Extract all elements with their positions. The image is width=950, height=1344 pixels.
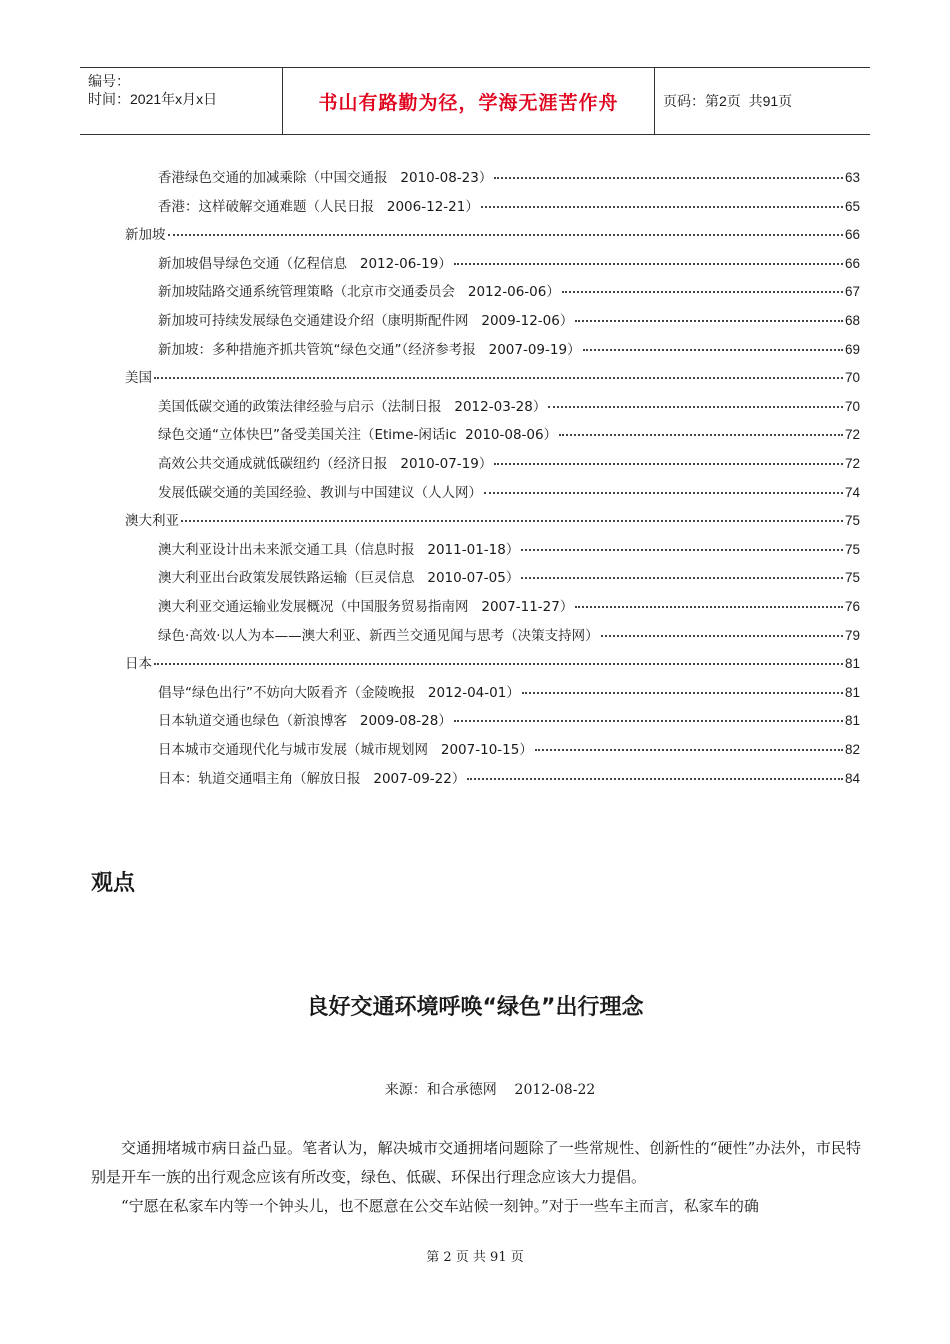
toc-dot-leader: [481, 205, 843, 208]
article-paragraph: 交通拥堵城市病日益凸显。笔者认为，解决城市交通拥堵问题除了一些常规性、创新性的“硬性”办法外，市民特别是开车一族的出行观念应该有所改变，绿色、低碳、环保出行理念应该大力提倡。: [91, 1139, 861, 1186]
toc-entry[interactable]: [158, 166, 860, 188]
toc-entry[interactable]: [158, 452, 860, 474]
toc-entry-page: 66: [844, 255, 860, 271]
header-number-label: 编号：: [88, 73, 130, 89]
toc-entry-page: 75: [844, 513, 860, 529]
toc-entry-title: 新加坡陆路交通系统管理策略（北京市交通委员会 2012-06-06）: [158, 284, 560, 301]
toc-entry-title: 新加坡：多种措施齐抓共管筑“绿色交通”（经济参考报 2007-09-19）: [158, 341, 581, 358]
toc-entry-page: 67: [844, 284, 860, 300]
toc-chapter-entry[interactable]: [125, 366, 860, 388]
toc-entry[interactable]: [158, 481, 860, 503]
toc-dot-leader: [522, 691, 843, 694]
section-heading: 观点: [91, 871, 136, 896]
toc-entry[interactable]: [158, 280, 860, 302]
toc-entry-title: 新加坡可持续发展绿色交通建设介绍（康明斯配件网 2009-12-06）: [158, 313, 574, 329]
toc-entry-page: 81: [844, 684, 860, 700]
toc-entry[interactable]: [158, 595, 860, 617]
toc-dot-leader: [575, 605, 843, 608]
toc-dot-leader: [154, 662, 843, 665]
toc-entry-page: 81: [844, 713, 860, 729]
toc-dot-leader: [521, 576, 843, 579]
toc-dot-leader: [168, 233, 843, 236]
toc-entry-title: 绿色·高效·以人为本——澳大利亚、新西兰交通见闻与思考（决策支持网）: [158, 627, 599, 644]
toc-dot-leader: [559, 433, 843, 436]
header-page-info: [655, 68, 870, 134]
header-meta: [80, 68, 282, 134]
toc-entry-page: 68: [844, 313, 860, 328]
toc-entry-page: 75: [844, 541, 860, 557]
header-date-label: 时间：2021年x月x日: [88, 91, 218, 107]
toc-entry[interactable]: [158, 252, 860, 274]
toc-dot-leader: [467, 777, 843, 780]
article-source: 来源：和合承德网 2012-08-22: [384, 1082, 596, 1098]
toc-entry-page: 70: [844, 370, 860, 386]
toc-entry-page: 82: [844, 742, 860, 757]
toc-entry[interactable]: [158, 709, 860, 731]
toc-entry-page: 81: [844, 656, 860, 672]
toc-entry-page: 65: [844, 198, 860, 214]
toc-entry-page: 75: [844, 570, 860, 586]
toc-entry[interactable]: [158, 423, 860, 445]
header-motto: 书山有路勤为径，学海无涯苦作舟: [282, 68, 655, 134]
toc-dot-leader: [562, 290, 843, 293]
toc-entry-title: 澳大利亚设计出未来派交通工具（信息时报 2011-01-18）: [158, 541, 520, 558]
toc-dot-leader: [521, 548, 843, 551]
toc-dot-leader: [583, 348, 843, 351]
toc-dot-leader: [181, 519, 843, 522]
header-page-label: 页码：第2页 共91页: [663, 93, 793, 109]
toc-dot-leader: [454, 262, 843, 265]
toc-entry-page: 76: [844, 599, 860, 614]
toc-entry-title: 日本城市交通现代化与城市发展（城市规划网 2007-10-15）: [158, 742, 533, 758]
toc-entry-title: 日本：轨道交通唱主角（解放日报 2007-09-22）: [158, 770, 466, 787]
toc-dot-leader: [575, 319, 843, 322]
toc-entry-page: 72: [844, 427, 860, 443]
toc-entry-page: 79: [844, 627, 860, 643]
toc-entry-title: 新加坡: [125, 227, 166, 244]
toc-entry-title: 香港绿色交通的加减乘除（中国交通报 2010-08-23）: [158, 170, 493, 186]
toc-dot-leader: [494, 462, 843, 465]
toc-chapter-entry[interactable]: [125, 652, 860, 674]
toc-entry-title: 绿色交通“立体快巴”备受美国关注（Etime-闲话ic 2010-08-06）: [158, 427, 558, 444]
toc-chapter-entry[interactable]: [125, 223, 860, 245]
toc-entry-page: 84: [844, 770, 860, 786]
toc-entry-title: 美国低碳交通的政策法律经验与启示（法制日报 2012-03-28）: [158, 398, 547, 415]
toc-entry-title: 日本轨道交通也绿色（新浪博客 2009-08-28）: [158, 713, 452, 730]
article-body: [91, 1134, 861, 1221]
toc-entry-title: 美国: [125, 370, 152, 387]
toc-dot-leader: [548, 405, 843, 408]
toc-dot-leader: [484, 491, 843, 494]
toc-entry[interactable]: [158, 338, 860, 360]
toc-entry[interactable]: [158, 538, 860, 560]
toc-entry[interactable]: [158, 738, 860, 760]
toc-entry-page: 74: [844, 484, 860, 500]
toc-dot-leader: [154, 376, 843, 379]
toc-entry-title: 发展低碳交通的美国经验、教训与中国建议（人人网）: [158, 484, 482, 501]
article-title: 良好交通环境呼唤“绿色”出行理念: [306, 995, 644, 1020]
toc-entry-title: 澳大利亚: [125, 513, 179, 530]
document-header: [80, 67, 870, 135]
toc-chapter-entry[interactable]: [125, 509, 860, 531]
toc-entry[interactable]: [158, 624, 860, 646]
toc-entry[interactable]: [158, 309, 860, 331]
toc-dot-leader: [494, 176, 843, 179]
toc-entry-page: 70: [844, 398, 860, 414]
toc-entry[interactable]: [158, 566, 860, 588]
toc-entry[interactable]: [158, 195, 860, 217]
page-footer: 第 2 页 共 91 页: [426, 1250, 524, 1265]
toc-entry[interactable]: [158, 395, 860, 417]
toc-entry[interactable]: [158, 767, 860, 789]
article-paragraph: “宁愿在私家车内等一个钟头儿，也不愿意在公交车站候一刻钟。”对于一些车主而言，私家车的确: [121, 1197, 759, 1215]
toc-entry[interactable]: [158, 681, 860, 703]
toc-entry-page: 66: [844, 227, 860, 243]
toc-entry-title: 日本: [125, 656, 152, 673]
toc-entry-page: 72: [844, 456, 860, 471]
toc-dot-leader: [601, 634, 843, 637]
toc-entry-title: 澳大利亚出台政策发展铁路运输（巨灵信息 2010-07-05）: [158, 570, 520, 587]
toc-entry-title: 香港：这样破解交通难题（人民日报 2006-12-21）: [158, 198, 479, 215]
toc-dot-leader: [535, 748, 843, 751]
toc-entry-title: 高效公共交通成就低碳纽约（经济日报 2010-07-19）: [158, 456, 493, 472]
toc-entry-page: 69: [844, 341, 860, 357]
toc-entry-title: 新加坡倡导绿色交通（亿程信息 2012-06-19）: [158, 255, 452, 272]
toc-entry-title: 澳大利亚交通运输业发展概况（中国服务贸易指南网 2007-11-27）: [158, 599, 574, 615]
toc-entry-page: 63: [844, 170, 860, 185]
toc-entry-title: 倡导“绿色出行”不妨向大阪看齐（金陵晚报 2012-04-01）: [158, 684, 520, 701]
toc-dot-leader: [454, 719, 843, 722]
